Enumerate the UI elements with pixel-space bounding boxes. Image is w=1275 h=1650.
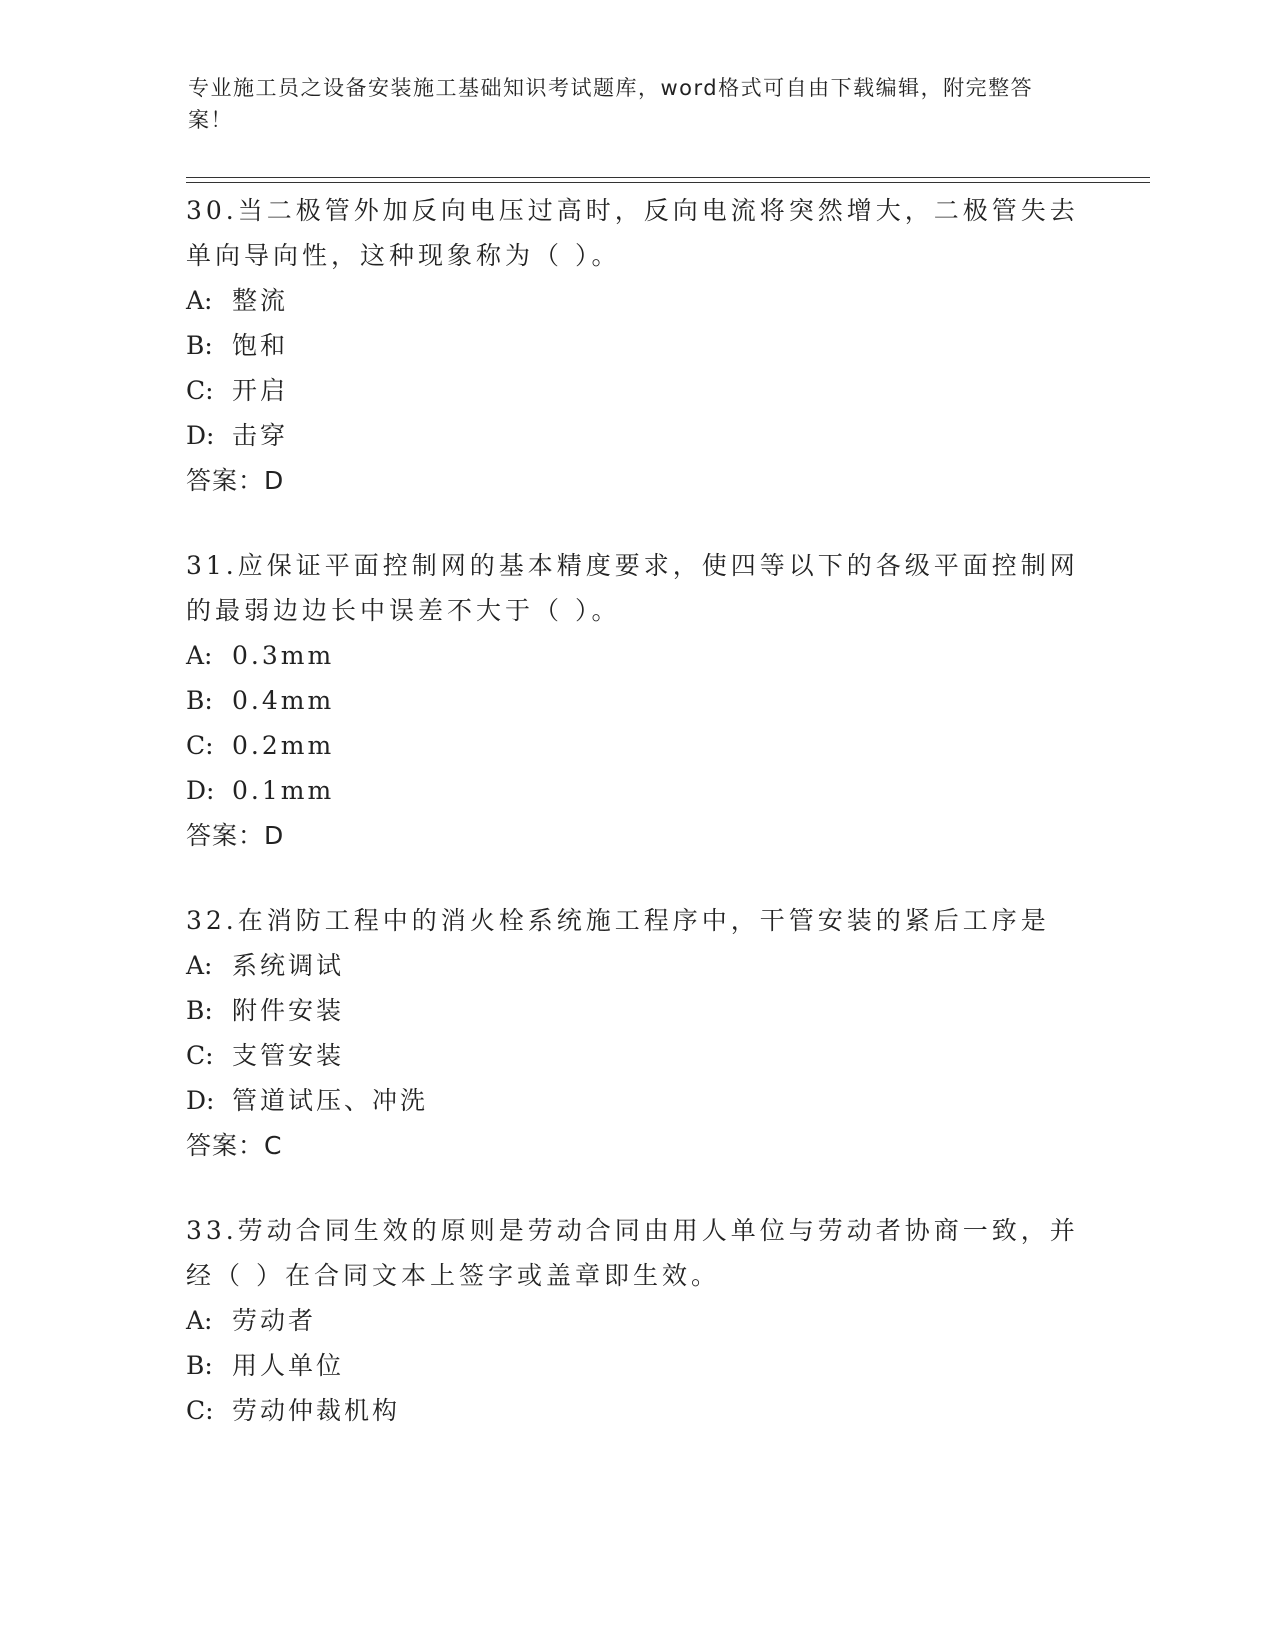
option-text: 劳动者 bbox=[232, 1306, 317, 1335]
option-text: 0.3mm bbox=[232, 641, 335, 670]
header-rule-top bbox=[186, 177, 1150, 178]
answer-line: 答案：C bbox=[186, 1131, 283, 1160]
option-label: C: bbox=[186, 731, 214, 760]
option-c bbox=[186, 723, 1086, 768]
option-label: D: bbox=[186, 776, 215, 805]
question-32 bbox=[186, 898, 1086, 1168]
option-c bbox=[186, 1033, 1086, 1078]
option-c bbox=[186, 368, 1086, 413]
option-text: 击穿 bbox=[232, 421, 289, 450]
option-text: 附件安装 bbox=[232, 996, 345, 1025]
option-c bbox=[186, 1388, 1086, 1433]
option-a bbox=[186, 278, 1086, 323]
option-label: C: bbox=[186, 1041, 214, 1070]
question-31 bbox=[186, 543, 1086, 858]
option-b bbox=[186, 323, 1086, 368]
option-text: 管道试压、冲洗 bbox=[232, 1086, 429, 1115]
option-text: 饱和 bbox=[232, 331, 289, 360]
option-label: A: bbox=[186, 286, 213, 315]
option-b bbox=[186, 1343, 1086, 1388]
option-label: B: bbox=[186, 331, 213, 360]
option-label: B: bbox=[186, 996, 213, 1025]
question-stem: 33.劳动合同生效的原则是劳动合同由用人单位与劳动者协商一致，并经（ ）在合同文本上签字或盖章即生效。 bbox=[186, 1216, 1079, 1290]
option-text: 开启 bbox=[232, 376, 289, 405]
option-a bbox=[186, 633, 1086, 678]
option-text: 劳动仲裁机构 bbox=[232, 1396, 401, 1425]
option-d bbox=[186, 768, 1086, 813]
document-header: 专业施工员之设备安装施工基础知识考试题库，word格式可自由下载编辑，附完整答案！ bbox=[188, 76, 1034, 132]
option-label: C: bbox=[186, 376, 214, 405]
question-stem: 32.在消防工程中的消火栓系统施工程序中，干管安装的紧后工序是 bbox=[186, 906, 1050, 935]
option-label: B: bbox=[186, 1351, 213, 1380]
option-b bbox=[186, 678, 1086, 723]
header-rule-bottom bbox=[186, 182, 1150, 183]
option-label: A: bbox=[186, 951, 213, 980]
option-label: D: bbox=[186, 421, 215, 450]
option-text: 0.2mm bbox=[232, 731, 335, 760]
question-30 bbox=[186, 188, 1086, 503]
answer-line: 答案：D bbox=[186, 821, 285, 850]
option-text: 用人单位 bbox=[232, 1351, 345, 1380]
question-stem: 31.应保证平面控制网的基本精度要求，使四等以下的各级平面控制网的最弱边边长中误差不大于（ ）。 bbox=[186, 551, 1079, 625]
option-d bbox=[186, 1078, 1086, 1123]
option-label: A: bbox=[186, 641, 213, 670]
question-list bbox=[186, 188, 1086, 1473]
option-a bbox=[186, 1298, 1086, 1343]
option-label: C: bbox=[186, 1396, 214, 1425]
option-label: B: bbox=[186, 686, 213, 715]
option-a bbox=[186, 943, 1086, 988]
answer-line: 答案：D bbox=[186, 466, 285, 495]
option-d bbox=[186, 413, 1086, 458]
question-33 bbox=[186, 1208, 1086, 1433]
option-text: 支管安装 bbox=[232, 1041, 345, 1070]
question-stem: 30.当二极管外加反向电压过高时，反向电流将突然增大，二极管失去单向导向性，这种现象称为（ ）。 bbox=[186, 196, 1079, 270]
option-text: 0.1mm bbox=[232, 776, 335, 805]
option-label: A: bbox=[186, 1306, 213, 1335]
option-text: 0.4mm bbox=[232, 686, 335, 715]
option-text: 整流 bbox=[232, 286, 289, 315]
option-b bbox=[186, 988, 1086, 1033]
option-text: 系统调试 bbox=[232, 951, 345, 980]
option-label: D: bbox=[186, 1086, 215, 1115]
